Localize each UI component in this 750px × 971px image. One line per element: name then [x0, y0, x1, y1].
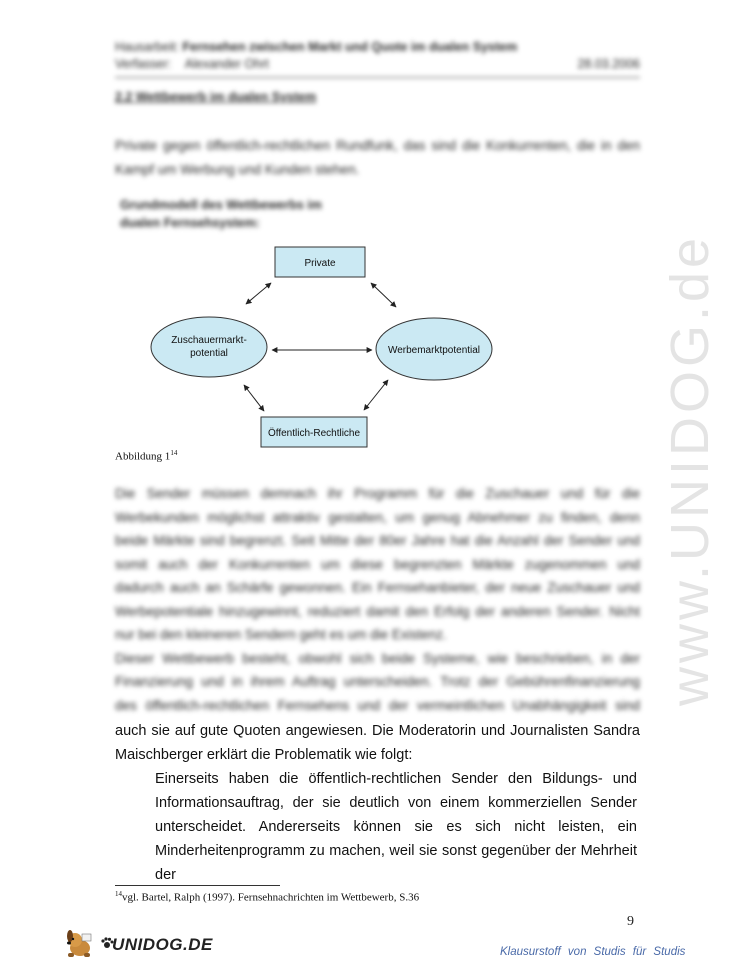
- node-zuschauermarkt: [151, 317, 267, 377]
- figure-caption: [115, 449, 177, 463]
- page-number: 9: [627, 914, 634, 929]
- footnote-rule: [115, 885, 280, 886]
- paragraph-line: Werbekunden möglichst attraktiv gestalten, um genug Abnehmer zu finden, denn: [115, 509, 640, 525]
- arrow-private-zuschauer: [246, 283, 271, 304]
- footnote: [115, 890, 419, 904]
- competition-diagram: [0, 0, 750, 460]
- clear-paragraph: [115, 720, 640, 767]
- blurred-paragraph: [115, 482, 640, 717]
- node-zuschauermarkt-label-2: potential: [190, 348, 228, 359]
- caption-text: Abbildung 1: [115, 450, 171, 463]
- paragraph-line: Dieser Wettbewerb besteht, obwohl sich beide Systeme, wie beschrieben, in der: [115, 650, 640, 666]
- footnote-text: vgl. Bartel, Ralph (1997). Fernsehnachrichten im Wettbewerb, S.36: [122, 891, 420, 904]
- paragraph-line: dadurch auch an Schärfe gewonnen. Ein Fernsehanbieter, der neue Zuschauer und: [115, 580, 640, 595]
- diagram-title-line: Grundmodell des Wettbewerbs im: [120, 198, 322, 212]
- intro-line: Private gegen öffentlich-rechtlichen Rundfunk, das sind die Konkurrenten, die in den: [115, 138, 640, 153]
- author-name: Alexander Ohrt: [184, 57, 269, 71]
- node-werbemarkt-label: Werbemarktpotential: [387, 345, 481, 356]
- arrow-zuschauer-oeffentlich: [244, 385, 264, 411]
- paragraph-line: Finanzierung und in ihrem Auftrag unterscheiden. Trotz der Gebührenfinanzierung: [115, 674, 640, 689]
- watermark: www.UNIDOG.de: [660, 233, 720, 707]
- logo-text: UNIDOG.DE: [112, 935, 213, 954]
- arrow-werbe-oeffentlich: [364, 380, 388, 410]
- node-private-label: Private: [304, 258, 336, 269]
- caption-footnote-ref: 14: [170, 449, 178, 457]
- paragraph-line: Die Sender müssen demnach ihr Programm für die Zuschauer und für die: [115, 486, 640, 501]
- paragraph-line: Maischberger erklärt die Problematik wie folgt:: [115, 746, 413, 763]
- paragraph-line: beide Märkte sind begrenzt. Seit Mitte der 80er Jahre hat die Anzahl der Sender und: [115, 533, 640, 548]
- author-label: Verfasser:: [115, 57, 172, 71]
- paragraph-line: auch sie auf gute Quoten angewiesen. Die Moderatorin und Journalisten Sandra: [115, 723, 640, 739]
- header-title: Fernsehen zwischen Markt und Quote im dualen System: [182, 40, 518, 54]
- footer-tagline: Klausurstoff von Studis für Studis: [500, 946, 686, 958]
- intro-line: Kampf um Werbung und Kunden stehen.: [115, 161, 360, 177]
- unidog-logo: [62, 926, 213, 960]
- paragraph-line: nur bei den kleineren Sendern geht es um die Existenz.: [115, 627, 447, 642]
- paragraph-line: Werbepotentiale hinzugewinnt, reduziert damit den Erfolg der anderen Sender. Nicht: [115, 603, 640, 619]
- quote-line: Einerseits haben die öffentlich-rechtlichen Sender den Bildungs- und: [155, 771, 637, 787]
- paragraph-line: somit auch der Konkurrenten um diese begrenzten Märkte zugenommen und: [115, 556, 640, 572]
- quote-line: unterscheidet. Andererseits können sie es sich nicht leisten, ein: [155, 819, 637, 835]
- footnote-number: 14: [115, 890, 122, 898]
- arrow-private-werbe: [371, 283, 396, 307]
- header-label: Hausarbeit:: [115, 40, 179, 54]
- quote-line: Minderheitenprogramm zu machen, weil sie sonst gegenüber der Mehrheit der: [155, 843, 637, 883]
- dog-mascot-icon: [62, 926, 96, 960]
- section-heading: 2.2 Wettbewerb im dualen System: [115, 90, 317, 104]
- diagram-title-line: dualen Fernsehsystem:: [120, 216, 260, 230]
- header-date: 28.03.2006: [577, 57, 640, 71]
- quote-line: Informationsauftrag, der sie deutlich von einem kommerziellen Sender: [155, 795, 637, 811]
- paragraph-line: des öffentlich-rechtlichen Fernsehens und der vermeintlichen Unabhängigkeit sind: [115, 697, 640, 713]
- node-zuschauermarkt-label-1: Zuschauermarkt-: [171, 335, 247, 346]
- indented-quote: [155, 767, 637, 887]
- node-oeffentlich-label: Öffentlich-Rechtliche: [267, 428, 361, 439]
